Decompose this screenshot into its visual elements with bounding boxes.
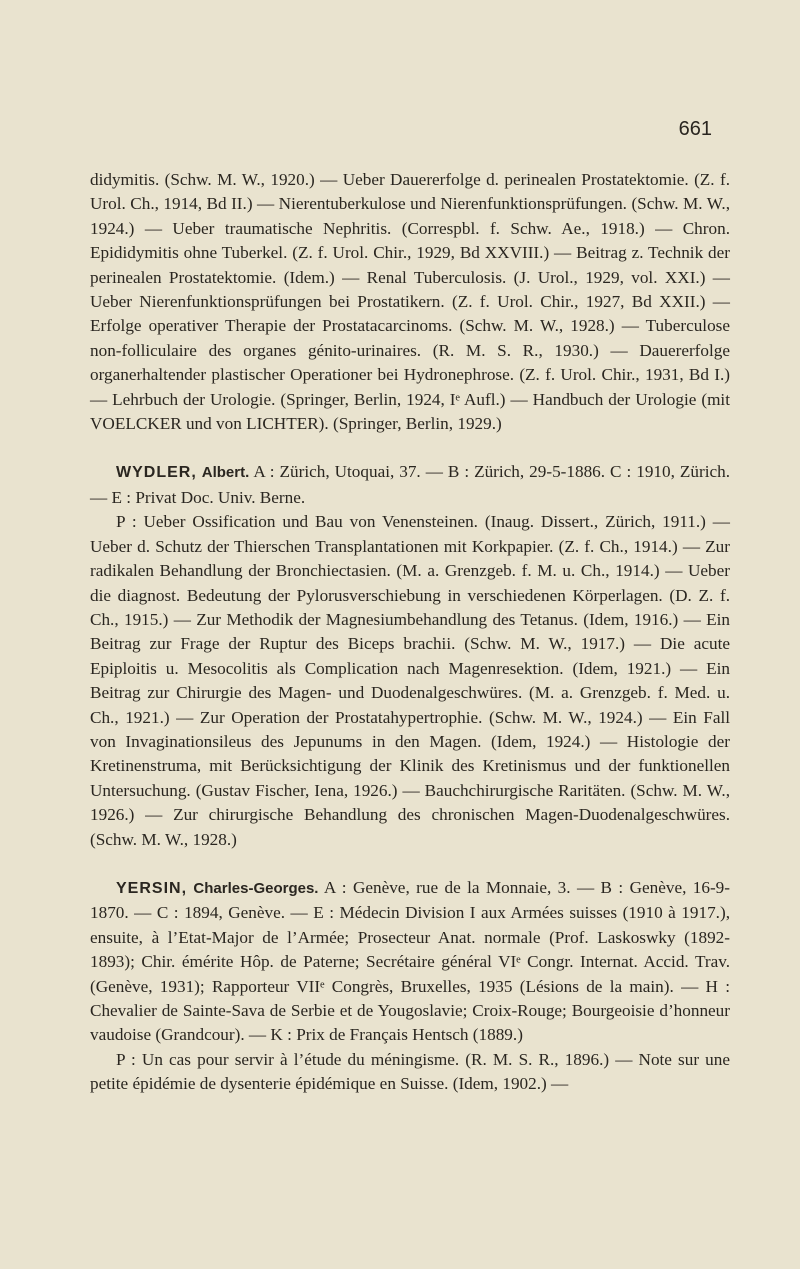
entry-surname: YERSIN, bbox=[116, 879, 188, 897]
page-content bbox=[90, 168, 730, 1097]
entry-firstname: Charles-Georges. bbox=[193, 879, 319, 897]
entry-publications: P : Un cas pour servir à l’étude du méningisme. (R. M. S. R., 1896.) — Note sur une petite épidémie de dysenterie épidémique en Suisse. (Idem, 1902.) — bbox=[90, 1049, 730, 1094]
entry-publications: P : Ueber Ossification und Bau von Venensteinen. (Inaug. Dissert., Zürich, 1911.) — Ueber d. Schutz der Thierschen Transplantationen mit Korkpapier. (Z. f. Ch., 1914.) — Zur radikalen Behandlung der Bronchiectasien. (M. a. Grenzgeb. f. M. u. Ch., 1914.) — Ueber die diagnost. Bedeutung der Pylorusverschiebung in verschiedenen Körperlagen. (D. Z. f. Ch., 1915.) — Zur Methodik der Magnesiumbehandlung des Tetanus. (Idem, 1916.) — Ein Beitrag zur Frage der Ruptur des Biceps brachii. (Schw. M. W., 1917.) — Die acute Epiploitis u. Mesocolitis als Complication nach Magenresektion. (Idem, 1921.) — Ein Beitrag zur Chirurgie des Magen- und Duodenalgeschwüres. (M. a. Grenzgeb. f. Med. u. Ch., 1921.) — Zur Operation der Prostatahypertrophie. (Schw. M. W., 1924.) — Ein Fall von Invaginationsileus des Jepunums in den Magen. (Idem, 1924.) — Histologie der Kretinenstruma, mit Berücksichtigung der Klinik des Kretinismus und der funktionellen Untersuchung. (Gustav Fischer, Iena, 1926.) — Bauchchirurgische Raritäten. (Schw. M. W., 1926.) — Zur chirurgische Behandlung des chronischen Magen-Duodenalgeschwüres. (Schw. M. W., 1928.) bbox=[90, 512, 730, 849]
continuation-paragraph: didymitis. (Schw. M. W., 1920.) — Ueber Dauererfolge d. perinealen Prostatektomie. (Z. f. Urol. Ch., 1914, Bd II.) — Nierentuberkulose und Nierenfunktionsprüfungen. (Schw. M. W., 1924.) — Ueber traumatische Nephritis. (Correspbl. f. Schw. Ae., 1918.) — Chron. Epididymitis ohne Tuberkel. (Z. f. Urol. Chir., 1929, Bd XXVIII.) — Beitrag z. Technik der perinealen Prostatektomie. (Idem.) — Renal Tuberculosis. (J. Urol., 1929, vol. XXI.) — Ueber Nierenfunktionsprüfungen bei Prostatikern. (Z. f. Urol. Chir., 1927, Bd XXII.) — Erfolge operativer Therapie der Prostatacarcinoms. (Schw. M. W., 1928.) — Tuberculose non-folliculaire des organes génito-urinaires. (R. M. S. R., 1930.) — Dauererfolge organerhaltender plastischer Operationer bei Hydronephrose. (Z. f. Urol. Chir., 1931, Bd I.) — Lehrbuch der Urologie. (Springer, Berlin, 1924, Iᵉ Aufl.) — Handbuch der Urologie (mit VOELCKER und von LICHTER). (Springer, Berlin, 1929.) bbox=[90, 170, 730, 434]
entry-details: A : Zürich, Utoquai, 37. — B : Zürich, 29-5-1886. C : 1910, Zürich. — E : Privat Doc. Univ. Berne. bbox=[90, 462, 730, 507]
entry-yersin bbox=[90, 876, 730, 1048]
entry-surname: WYDLER, bbox=[116, 464, 197, 482]
page-number: 661 bbox=[678, 118, 712, 140]
entry-wydler bbox=[90, 460, 730, 510]
entry-firstname: Albert. bbox=[201, 464, 250, 482]
entry-details: A : Genève, rue de la Monnaie, 3. — B : Genève, 16-9-1870. — C : 1894, Genève. — E : Médecin Division I aux Armées suisses (1910 à 1917.), ensuite, à l’Etat-Major de l’Armée; Prosecteur Anat. normale (Prof. Laskoswky (1892-1893); Chir. émérite Hôp. de Paterne; Secrétaire général VIᵉ Congr. Internat. Accid. Trav. (Genève, 1931); Rapporteur VIIᵉ Congrès, Bruxelles, 1935 (Lésions de la main). — H : Chevalier de Sainte-Sava de Serbie et de Yougoslavie; Croix-Rouge; Bourgeoisie d’honneur vaudoise (Grandcour). — K : Prix de Français Hentsch (1889.) bbox=[90, 877, 730, 1045]
